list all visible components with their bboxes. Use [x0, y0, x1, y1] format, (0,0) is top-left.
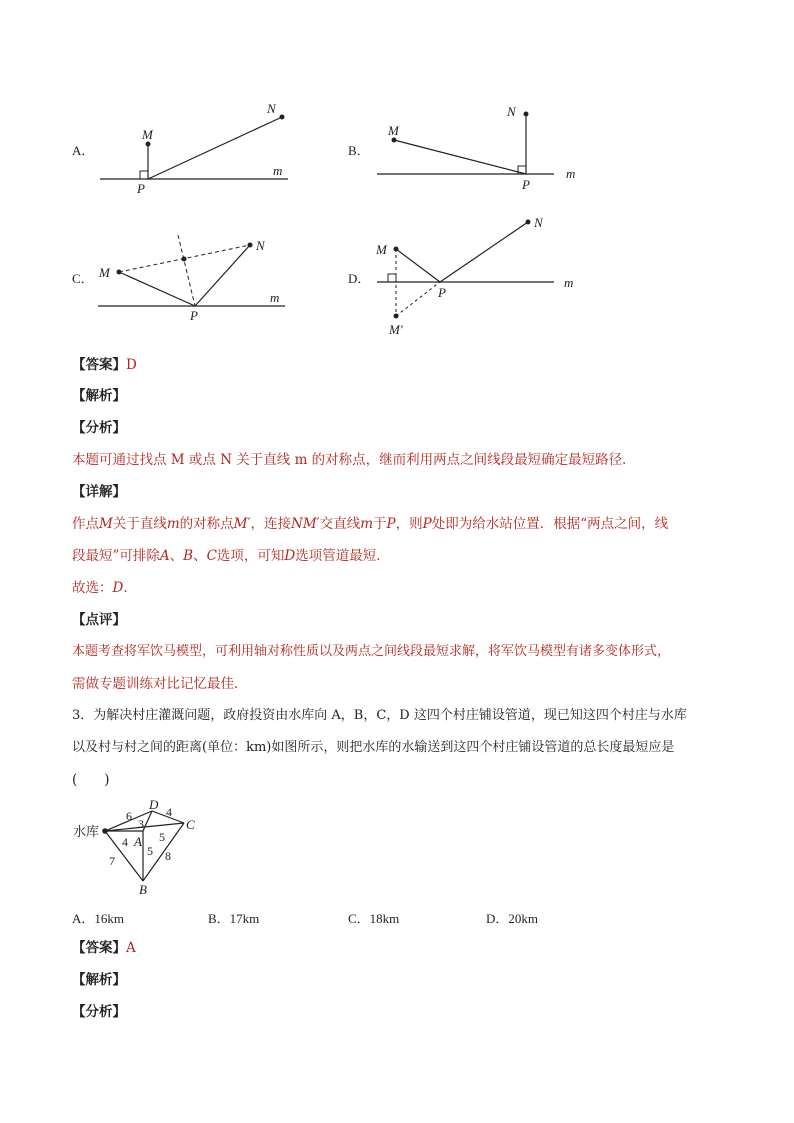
q2-answer-row [72, 355, 137, 375]
option-a-figure [95, 95, 300, 195]
point-m-label: M [388, 123, 399, 138]
q2-fenxi-tag: 【分析】 [72, 420, 126, 436]
reservoir-label: 水库 [73, 824, 100, 839]
option-c-figure [95, 228, 300, 323]
option-c-label: C． [72, 271, 94, 286]
q3-answer-row [72, 938, 136, 958]
q3-fenxi-tag: 【分析】 [72, 1004, 126, 1020]
edge-label: 5 [159, 830, 165, 844]
q3-stem-line-2: 以及村与村之间的距离(单位：km)如图所示，则把水库的水输送到这四个村庄铺设管道的总长度最短应是 [72, 740, 675, 755]
q2-jiexi-tag: 【解析】 [72, 388, 126, 404]
q3-stem-line-1: 3．为解决村庄灌溉问题，政府投资由水库向 A，B，C，D 这四个村庄铺设管道，现已知这四个村庄与水库 [72, 708, 687, 723]
q2-detail-line-1: 作点M关于直线m的对称点M′，连接NM′交直线m于P，则P处即为给水站位置．根据“两点之间，线 [72, 516, 669, 532]
point-p-label: P [438, 285, 446, 300]
option-a-label: A． [72, 143, 95, 158]
edge-label: 5 [147, 844, 153, 858]
q2-guxuan: 故选：D． [72, 580, 137, 596]
edge-label: 7 [109, 854, 115, 868]
q2-fenxi-text: 本题可通过找点 M 或点 N 关于直线 m 的对称点，继而利用两点之间线段最短确定最短路径． [72, 452, 636, 468]
answer-value: D [126, 357, 137, 373]
line-m-label: m [564, 275, 574, 290]
point-n-label: N [267, 101, 276, 116]
answer-value: A [126, 940, 136, 956]
edge-label: 4 [122, 835, 128, 849]
point-m-label: M [376, 242, 387, 257]
q2-xiangjie-tag: 【详解】 [72, 484, 126, 500]
edge-label: 3 [138, 817, 144, 831]
option-d-label: D． [348, 271, 371, 286]
village-d-label: D [149, 797, 159, 812]
line-m-label: m [270, 290, 280, 305]
q3-paren: ( ) [72, 772, 110, 788]
point-n-label: N [534, 215, 543, 230]
point-m-label: M [142, 127, 153, 142]
point-m-label: M [99, 265, 110, 280]
point-m-prime-label: M′ [389, 322, 403, 337]
edge-label: 8 [165, 849, 171, 863]
line-m-label: m [273, 163, 283, 178]
option-d-figure [372, 210, 587, 340]
line-m-label: m [566, 166, 576, 181]
option-b-figure [372, 100, 587, 195]
q2-dianping-line-2: 需做专题训练对比记忆最佳． [72, 676, 248, 692]
point-p-label: P [522, 177, 530, 192]
q2-dianping-tag: 【点评】 [72, 612, 126, 628]
point-n-label: N [256, 238, 265, 253]
choice-d: D．20km [486, 911, 539, 926]
village-a-label: A [134, 834, 142, 849]
choice-b: B．17km [208, 911, 260, 926]
q2-dianping-line-1: 本题考查将军饮马模型，可利用轴对称性质以及两点之间线段最短求解，将军饮马模型有诸多变体形式， [72, 644, 671, 659]
edge-label: 6 [126, 809, 132, 823]
answer-tag: 【答案】 [72, 940, 126, 956]
q3-network-figure [70, 795, 210, 900]
village-b-label: B [139, 882, 147, 897]
point-p-label: P [137, 181, 145, 195]
point-p-label: P [190, 308, 198, 323]
choice-c: C．18km [348, 911, 400, 926]
q2-detail-line-2: 段最短”可排除A、B、C选项，可知D选项管道最短． [72, 548, 390, 564]
edge-label: 4 [166, 805, 172, 819]
q3-jiexi-tag: 【解析】 [72, 972, 126, 988]
village-c-label: C [186, 817, 195, 832]
answer-tag: 【答案】 [72, 357, 126, 373]
point-n-label: N [507, 104, 516, 119]
option-b-label: B． [348, 143, 370, 158]
choice-a: A．16km [72, 911, 125, 926]
